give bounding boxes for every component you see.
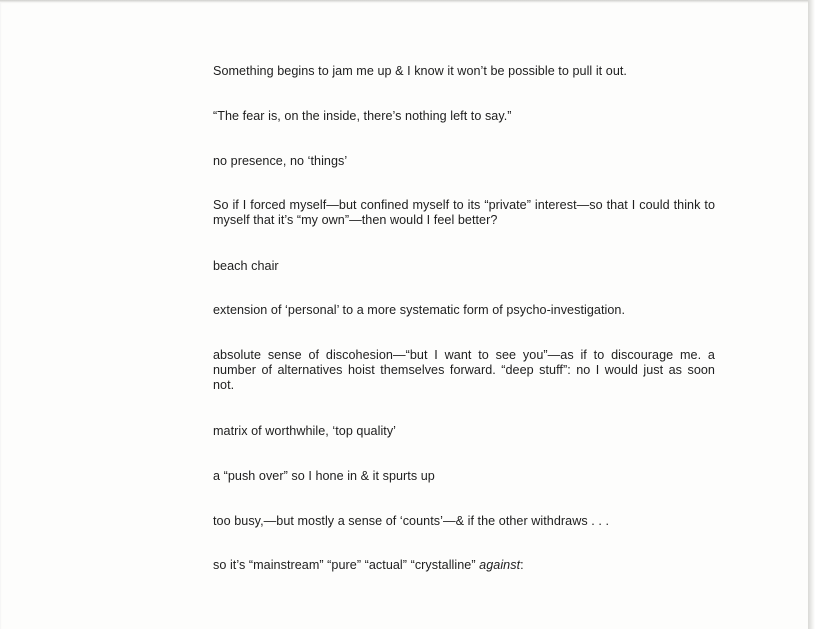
- page-right-edge: [808, 0, 815, 629]
- text-line-6: extension of ‘personal’ to a more systematic form of psycho-investigation.: [213, 303, 626, 317]
- text-line-9: a “push over” so I hone in & it spurts up: [213, 469, 435, 483]
- page-top-edge: [0, 0, 812, 3]
- text-line-4: So if I forced myself—but confined myself to its “private” interest—so that I could think to myself that it’s “my own”—then would I feel better?: [213, 198, 715, 227]
- text-line-8: matrix of worthwhile, ‘top quality’: [213, 424, 397, 438]
- text-line-1: Something begins to jam me up & I know it won’t be possible to pull it out.: [213, 64, 627, 78]
- text-line-11-emphasis: against: [479, 558, 521, 572]
- text-line-5: beach chair: [213, 259, 279, 273]
- text-line-7: absolute sense of discohesion—“but I want to see you”—as if to discourage me. a number of alternatives hoist themselves forward. “deep stuff”: no I would just as soon not.: [213, 348, 715, 392]
- text-line-11-trailing: :: [520, 558, 524, 572]
- text-line-11-main: so it’s “mainstream” “pure” “actual” “crystalline”: [213, 558, 480, 572]
- text-line-2: “The fear is, on the inside, there’s nothing left to say.”: [213, 109, 512, 123]
- text-line-10: too busy,—but mostly a sense of ‘counts’—& if the other withdraws . . .: [213, 514, 609, 528]
- text-line-11: [213, 558, 715, 573]
- text-line-3: no presence, no ‘things’: [213, 154, 348, 168]
